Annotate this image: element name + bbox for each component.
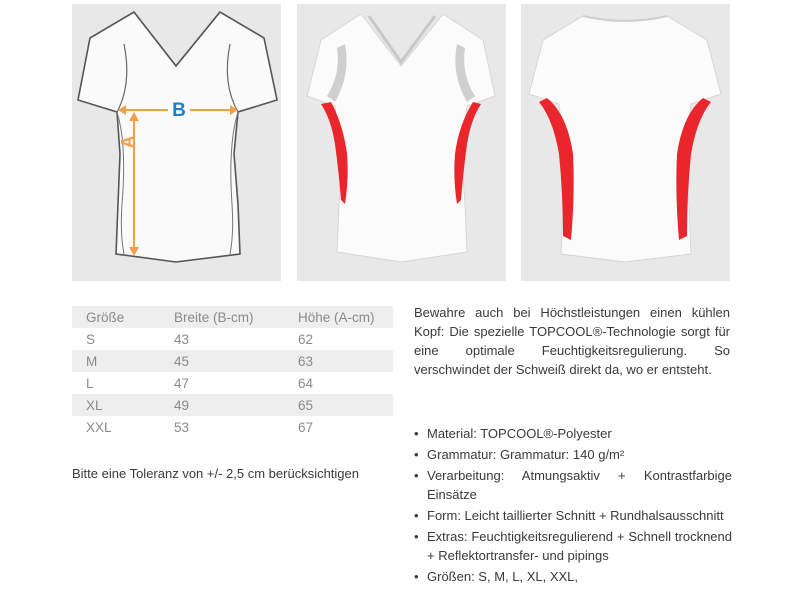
shirt-outline-drawing [72, 4, 281, 281]
feature-text: Material: TOPCOOL®-Polyester [427, 426, 612, 441]
height-cell: 65 [298, 397, 314, 413]
height-cell: 64 [298, 375, 314, 391]
shirt-outline [78, 12, 277, 262]
feature-text: Größen: S, M, L, XL, XXL, [427, 569, 579, 584]
table-row [72, 372, 393, 394]
column-header-width: Breite (B-cm) [174, 309, 254, 325]
bullet: • [414, 529, 419, 544]
column-header-height: Höhe (A-cm) [298, 309, 375, 325]
bullet: • [414, 569, 419, 584]
feature-text: Form: Leicht taillierter Schnitt + Rundhalsausschnitt [427, 508, 724, 523]
size-diagram-image [72, 4, 281, 281]
bullet: • [414, 508, 419, 523]
list-item [414, 466, 732, 504]
size-cell: L [86, 375, 94, 391]
column-header-size: Größe [86, 309, 125, 325]
feature-list [414, 424, 732, 588]
width-cell: 47 [174, 375, 190, 391]
feature-text: Verarbeitung: Atmungsaktiv + Kontrastfarbige Einsätze [427, 468, 732, 502]
list-item [414, 445, 732, 464]
size-cell: XXL [86, 419, 112, 435]
width-cell: 45 [174, 353, 190, 369]
table-row [72, 394, 393, 416]
list-item [414, 567, 732, 586]
table-row [72, 350, 393, 372]
width-cell: 49 [174, 397, 190, 413]
shirt-front-drawing [297, 4, 506, 281]
table-row [72, 328, 393, 350]
list-item [414, 527, 732, 565]
product-description: Bewahre auch bei Höchstleistungen einen kühlen Kopf: Die spezielle TOPCOOL®-Technologie sorgt für eine optimale Feuchtigkeitsregulierung. So verschwindet der Schweiß direkt da, wo er entsteht. [414, 305, 730, 377]
width-label: B [172, 100, 186, 121]
height-cell: 67 [298, 419, 314, 435]
list-item [414, 424, 732, 443]
size-cell: S [86, 331, 96, 347]
size-cell: M [86, 353, 98, 369]
size-cell: XL [86, 397, 103, 413]
height-cell: 63 [298, 353, 314, 369]
list-item [414, 506, 732, 525]
feature-text: Grammatur: Grammatur: 140 g/m² [427, 447, 625, 462]
height-label: A [118, 135, 138, 149]
bullet: • [414, 426, 419, 441]
width-cell: 53 [174, 419, 190, 435]
shirt-back-image [521, 4, 730, 281]
table-header-row [72, 306, 393, 328]
size-table [72, 306, 393, 438]
shirt-back-drawing [521, 4, 730, 281]
width-cell: 43 [174, 331, 190, 347]
feature-text: Extras: Feuchtigkeitsregulierend + Schnell trocknend + Reflektortransfer- und pipings [427, 529, 732, 563]
bullet: • [414, 447, 419, 462]
bullet: • [414, 468, 419, 483]
shirt-front-image [297, 4, 506, 281]
height-cell: 62 [298, 331, 314, 347]
table-row [72, 416, 393, 438]
tolerance-note: Bitte eine Toleranz von +/- 2,5 cm berücksichtigen [72, 466, 359, 481]
